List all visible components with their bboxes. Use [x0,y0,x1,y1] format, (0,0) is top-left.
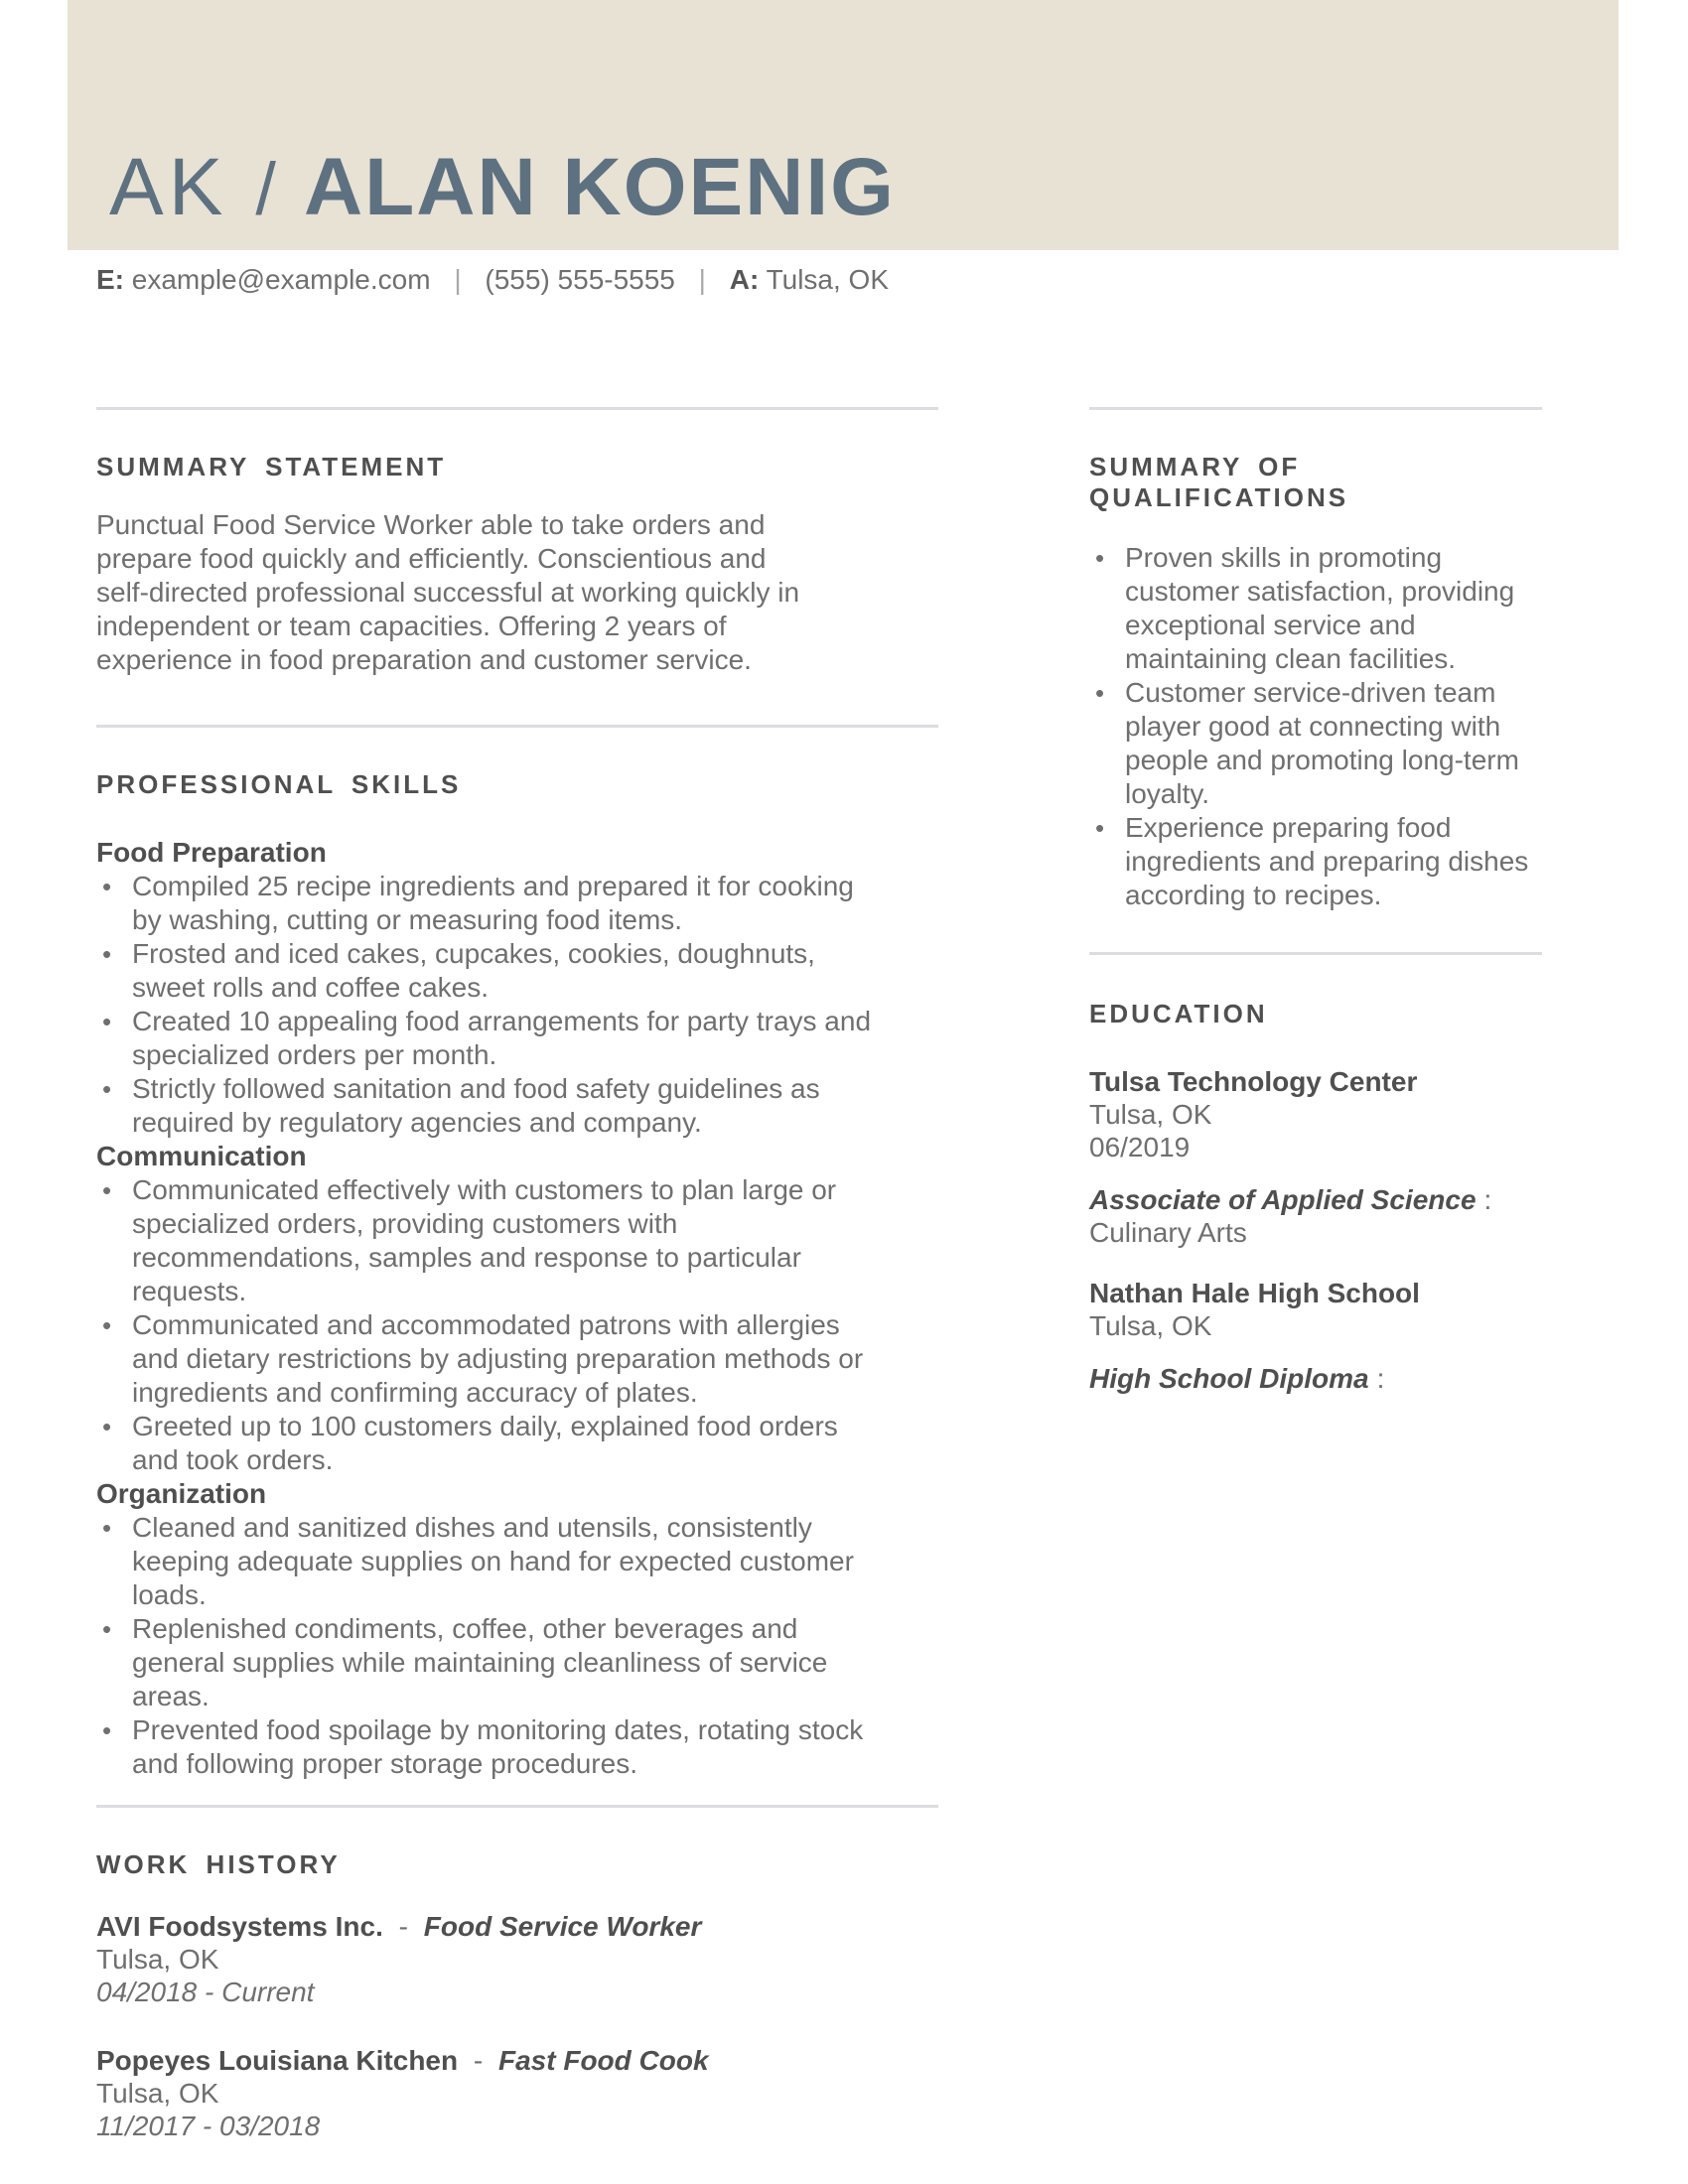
section-divider [96,725,938,728]
skill-bullet-list [96,870,881,1140]
job-company: AVI Foodsystems Inc. [96,1911,383,1942]
job-entry [96,1910,938,2008]
school-name: Nathan Hale High School [1089,1278,1420,1308]
address-label: A: [729,264,760,295]
skill-bullet: • Frosted and iced cakes, cupcakes, cookies, doughnuts, sweet rolls and coffee cakes. [96,937,881,1005]
name-row [109,141,896,234]
skill-bullet: • Communicated effectively with customers to plan large or specialized orders, providing customers with recommendations, samples and response to particular requests. [96,1173,881,1308]
professional-skills-heading: PROFESSIONAL SKILLS [96,769,462,799]
qualifications-bullet-list [1089,541,1542,912]
degree-line [1089,1362,1542,1395]
qualification-bullet: • Experience preparing food ingredients and preparing dishes according to recipes. [1089,811,1542,912]
summary-statement-text: Punctual Food Service Worker able to take orders and prepare food quickly and efficiently. Conscientious and self-directed professional successful at working quickly in independent or team capacities. Offering 2 years of experience in food preparation and customer service. [96,509,800,675]
job-dash-separator: - [398,1911,408,1942]
skill-bullet: • Cleaned and sanitized dishes and utensils, consistently keeping adequate supplies on hand for expected customer loads. [96,1511,881,1612]
job-role: Food Service Worker [423,1911,702,1942]
degree-name: Associate of Applied Science [1089,1184,1477,1215]
skill-bullet: • Communicated and accommodated patrons with allergies and dietary restrictions by adjusting preparation methods or ingredients and confirming accuracy of plates. [96,1308,881,1410]
name-slash-separator: / [255,148,276,230]
job-location: Tulsa, OK [96,1944,219,1975]
qualification-bullet: • Proven skills in promoting customer satisfaction, providing exceptional service and maintaining clean facilities. [1089,541,1542,676]
job-title-line [96,2044,938,2077]
work-history-heading: WORK HISTORY [96,1849,341,1879]
contact-separator: | [454,264,462,295]
skill-bullet-list [96,1173,881,1477]
job-dates: 04/2018 - Current [96,1977,315,2007]
school-location: Tulsa, OK [1089,1099,1212,1130]
job-role: Fast Food Cook [498,2045,709,2076]
phone-value: (555) 555-5555 [485,264,675,295]
degree-line [1089,1183,1542,1216]
skill-group-food-preparation [96,836,938,1140]
skill-bullet: • Created 10 appealing food arrangements for party trays and specialized orders per month. [96,1005,881,1072]
skill-bullet: • Strictly followed sanitation and food safety guidelines as required by regulatory agencies and company. [96,1072,881,1140]
skill-group-organization [96,1477,938,1781]
job-dates: 11/2017 - 03/2018 [96,2111,321,2141]
job-dash-separator: - [473,2045,484,2076]
section-divider [1089,407,1542,410]
section-divider [1089,952,1542,955]
address-value: Tulsa, OK [766,264,890,295]
right-column [1089,407,1542,1395]
job-company: Popeyes Louisiana Kitchen [96,2045,459,2076]
summary-statement-heading: SUMMARY STATEMENT [96,452,447,481]
job-location: Tulsa, OK [96,2078,219,2109]
skill-group-title: Organization [96,1478,267,1509]
degree-name: High School Diploma [1089,1363,1369,1394]
education-entry [1089,1277,1542,1395]
contact-separator: | [698,264,706,295]
qualification-bullet: • Customer service-driven team player good at connecting with people and promoting long-term loyalty. [1089,676,1542,811]
school-name: Tulsa Technology Center [1089,1066,1418,1097]
school-location: Tulsa, OK [1089,1310,1212,1341]
email-label: E: [96,264,124,295]
full-name: ALAN KOENIG [303,142,896,232]
degree-colon: : [1376,1363,1385,1394]
education-heading: EDUCATION [1089,999,1268,1028]
left-column [96,407,938,2142]
skill-group-title: Food Preparation [96,837,327,868]
email-value: example@example.com [131,264,431,295]
school-date: 06/2019 [1089,1132,1191,1162]
job-entry [96,2044,938,2142]
skill-group-communication [96,1140,938,1477]
degree-program: Culinary Arts [1089,1217,1247,1248]
monogram-initials: AK [109,142,228,232]
section-divider [96,407,938,410]
skill-bullet: • Replenished condiments, coffee, other beverages and general supplies while maintaining cleanliness of service areas. [96,1612,881,1713]
degree-colon: : [1483,1184,1492,1215]
skill-bullet-list [96,1511,881,1781]
job-title-line [96,1910,938,1943]
skill-bullet: • Compiled 25 recipe ingredients and prepared it for cooking by washing, cutting or measuring food items. [96,870,881,937]
skill-bullet: • Greeted up to 100 customers daily, explained food orders and took orders. [96,1410,881,1477]
education-entry [1089,1065,1542,1249]
contact-line [96,264,889,296]
skill-group-title: Communication [96,1141,307,1171]
section-divider [96,1805,938,1808]
skill-bullet: • Prevented food spoilage by monitoring dates, rotating stock and following proper storage procedures. [96,1713,881,1781]
qualifications-heading: SUMMARY OF QUALIFICATIONS [1089,452,1349,512]
header-band [68,0,1618,250]
